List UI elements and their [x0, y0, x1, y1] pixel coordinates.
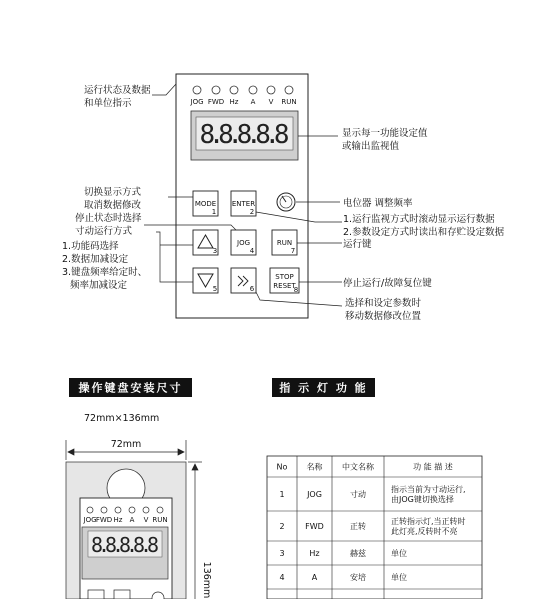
indicator-header-text: 指 示 灯 功 能 — [279, 381, 368, 395]
callout-stop: 停止运行/故障复位键 — [343, 278, 432, 289]
callout-updown-line4: 频率加减设定 — [70, 280, 128, 291]
row2-no: 2 — [279, 522, 285, 531]
callout-enter-line2: 2.参数设定方式时读出和存贮设定数据 — [343, 227, 505, 238]
row2-desc-line1: 正转指示灯,当正转时 — [391, 517, 466, 526]
small-led-label-a: A — [129, 516, 135, 524]
row2-name: FWD — [305, 522, 324, 531]
small-led-label-run: RUN — [152, 516, 168, 524]
led-label-run: RUN — [281, 98, 297, 106]
callout-potentiometer: 电位器 调整频率 — [343, 198, 413, 209]
row3-cn: 赫兹 — [350, 549, 366, 558]
led-jog — [193, 86, 201, 94]
small-key-1 — [88, 590, 104, 599]
led-label-jog: JOG — [190, 98, 204, 106]
callout-mode-line2: 取消数据修改 — [84, 200, 142, 211]
callout-enter-line1: 1.运行监视方式时滚动显示运行数据 — [343, 214, 495, 225]
height-dimension-label: 136mm — [201, 561, 212, 599]
stop-key-number: 8 — [293, 286, 299, 294]
col-header-name: 名称 — [306, 462, 323, 472]
led-label-hz: Hz — [229, 98, 239, 106]
led-label-v: V — [268, 98, 274, 106]
mode-key-label: MODE — [194, 200, 217, 208]
row1-no: 1 — [279, 490, 285, 499]
width-dimension-label: 72mm — [110, 439, 142, 450]
led-run — [285, 86, 293, 94]
led-label-fwd: FWD — [207, 98, 225, 106]
indicator-table — [267, 456, 482, 599]
potentiometer-knob[interactable] — [277, 193, 295, 211]
run-key-number: 7 — [290, 247, 296, 255]
callout-jog-line1: 停止状态时选择 — [75, 213, 142, 224]
callout-shift-line2: 移动数据修改位置 — [345, 311, 422, 322]
small-led-label-jog: JOG — [83, 516, 97, 524]
row2-desc-line2: 此灯亮,反转时不亮 — [391, 527, 458, 536]
callout-status-line2: 和单位指示 — [84, 98, 132, 109]
led-hz — [230, 86, 238, 94]
callout-jog-line2: 寸动运行方式 — [75, 226, 133, 237]
row3-desc: 单位 — [391, 549, 407, 558]
shift-key-number: 6 — [249, 285, 255, 293]
row3-no: 3 — [279, 549, 285, 558]
callout-run: 运行键 — [343, 239, 372, 250]
small-led-label-hz: Hz — [113, 516, 123, 524]
jog-key-number: 4 — [249, 247, 255, 255]
led-fwd — [212, 86, 220, 94]
callout-display-line2: 或输出监视值 — [342, 141, 400, 152]
row4-name: A — [311, 573, 318, 582]
row1-desc-line1: 指示当前为寸动运行, — [391, 485, 466, 494]
row1-desc-line2: 由JOG键切换选择 — [391, 495, 454, 504]
small-led-label-v: V — [143, 516, 149, 524]
callout-updown-line3: 3.键盘频率给定时、 — [62, 267, 148, 278]
row2-cn: 正转 — [350, 522, 366, 531]
install-header-text: 操作键盘安装尺寸 — [78, 381, 183, 395]
seven-segment-readout: 8.8.8.8.8 — [199, 120, 290, 150]
callout-updown-line2: 2.数据加减设定 — [62, 254, 129, 265]
run-key-label: RUN — [276, 239, 293, 247]
row4-cn: 安培 — [350, 573, 366, 582]
jog-key-label: JOG — [237, 239, 250, 247]
callout-mode-line1: 切换显示方式 — [84, 187, 142, 198]
row1-cn: 寸动 — [350, 490, 366, 499]
col-header-no: No — [276, 462, 288, 472]
led-label-a: A — [250, 98, 256, 106]
mode-key-number: 1 — [211, 208, 217, 216]
small-seven-segment-readout: 8.8.8.8.8 — [91, 533, 159, 557]
stop-key-label: STOP — [275, 273, 294, 281]
enter-key-number: 2 — [249, 208, 255, 216]
small-key-2 — [114, 590, 130, 599]
row4-desc: 单位 — [391, 573, 407, 582]
small-led-label-fwd: FWD — [95, 516, 113, 524]
callout-display-line1: 显示每一功能设定值 — [342, 128, 428, 139]
enter-key-label: ENTER — [231, 200, 256, 208]
col-header-cn: 中文名称 — [342, 462, 374, 472]
led-a — [249, 86, 257, 94]
install-size-text: 72mm×136mm — [84, 413, 160, 424]
height-dimension — [188, 462, 202, 599]
col-header-desc: 功 能 描 述 — [413, 462, 453, 472]
row3-name: Hz — [309, 549, 320, 558]
row4-no: 4 — [279, 573, 285, 582]
reset-key-label: RESET — [273, 282, 296, 290]
down-key-number: 5 — [212, 285, 218, 293]
led-v — [267, 86, 275, 94]
row1-name: JOG — [307, 490, 322, 499]
callout-status-line1: 运行状态及数据 — [84, 85, 151, 96]
callout-shift-line1: 选择和设定参数时 — [345, 298, 422, 309]
up-key-number: 3 — [212, 247, 218, 255]
callout-updown-line1: 1.功能码选择 — [62, 241, 119, 252]
